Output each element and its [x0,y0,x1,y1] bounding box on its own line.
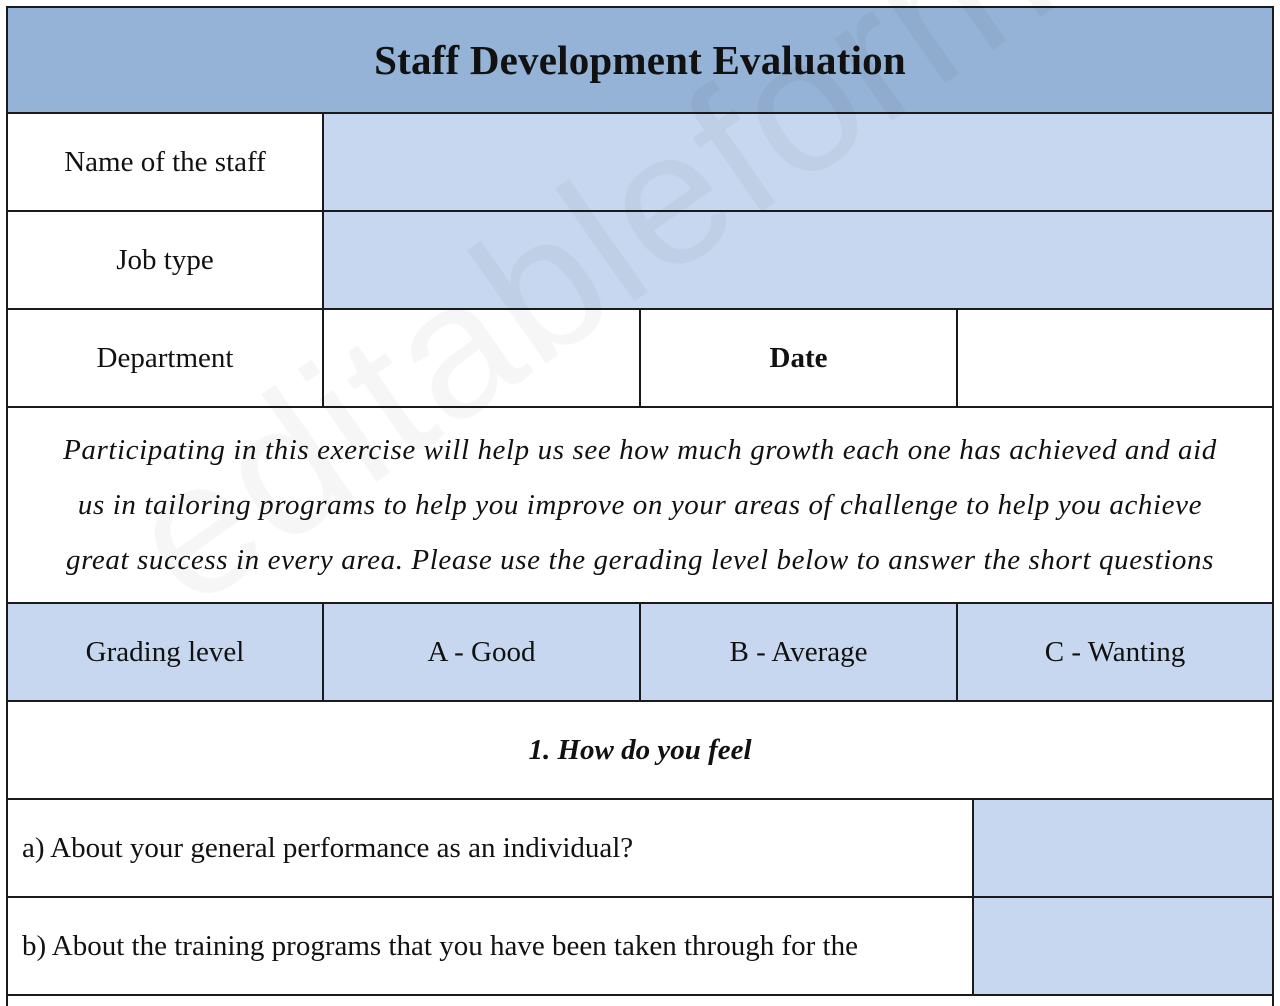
grading-level-b: B - Average [641,604,958,700]
answer-field[interactable] [974,800,1272,896]
section-title-row [8,702,1272,800]
date-label: Date [641,310,958,406]
intro-line: us in tailoring programs to help you improve on your areas of challenge to help you achieve [77,488,1203,521]
name-row [8,114,1272,212]
intro-line: great success in every area. Please use the gerading level below to answer the short questions [66,543,1214,576]
question-text: b) About the training programs that you have been taken through for the [8,898,974,994]
question-row [8,898,1272,996]
date-field[interactable] [958,310,1272,406]
intro-paragraph [8,408,1272,602]
evaluation-form [6,6,1274,1006]
name-field[interactable] [324,114,1272,210]
question-text: a) About your general performance as an individual? [8,800,974,896]
answer-field[interactable] [974,898,1272,994]
department-row [8,310,1272,408]
page-title: Staff Development Evaluation [374,37,906,83]
grading-row [8,604,1272,702]
job-type-label: Job type [8,212,324,308]
job-type-row [8,212,1272,310]
grading-label: Grading level [8,604,324,700]
question-row [8,800,1272,898]
grading-level-a: A - Good [324,604,641,700]
name-label: Name of the staff [8,114,324,210]
department-field[interactable] [324,310,641,406]
department-label: Department [8,310,324,406]
intro-line: Participating in this exercise will help us see how much growth each one has achieved and aid [63,433,1217,466]
form-header [8,8,1272,114]
section-title: 1. How do you feel [528,733,752,766]
intro-row [8,408,1272,604]
job-type-field[interactable] [324,212,1272,308]
grading-level-c: C - Wanting [1044,635,1186,668]
